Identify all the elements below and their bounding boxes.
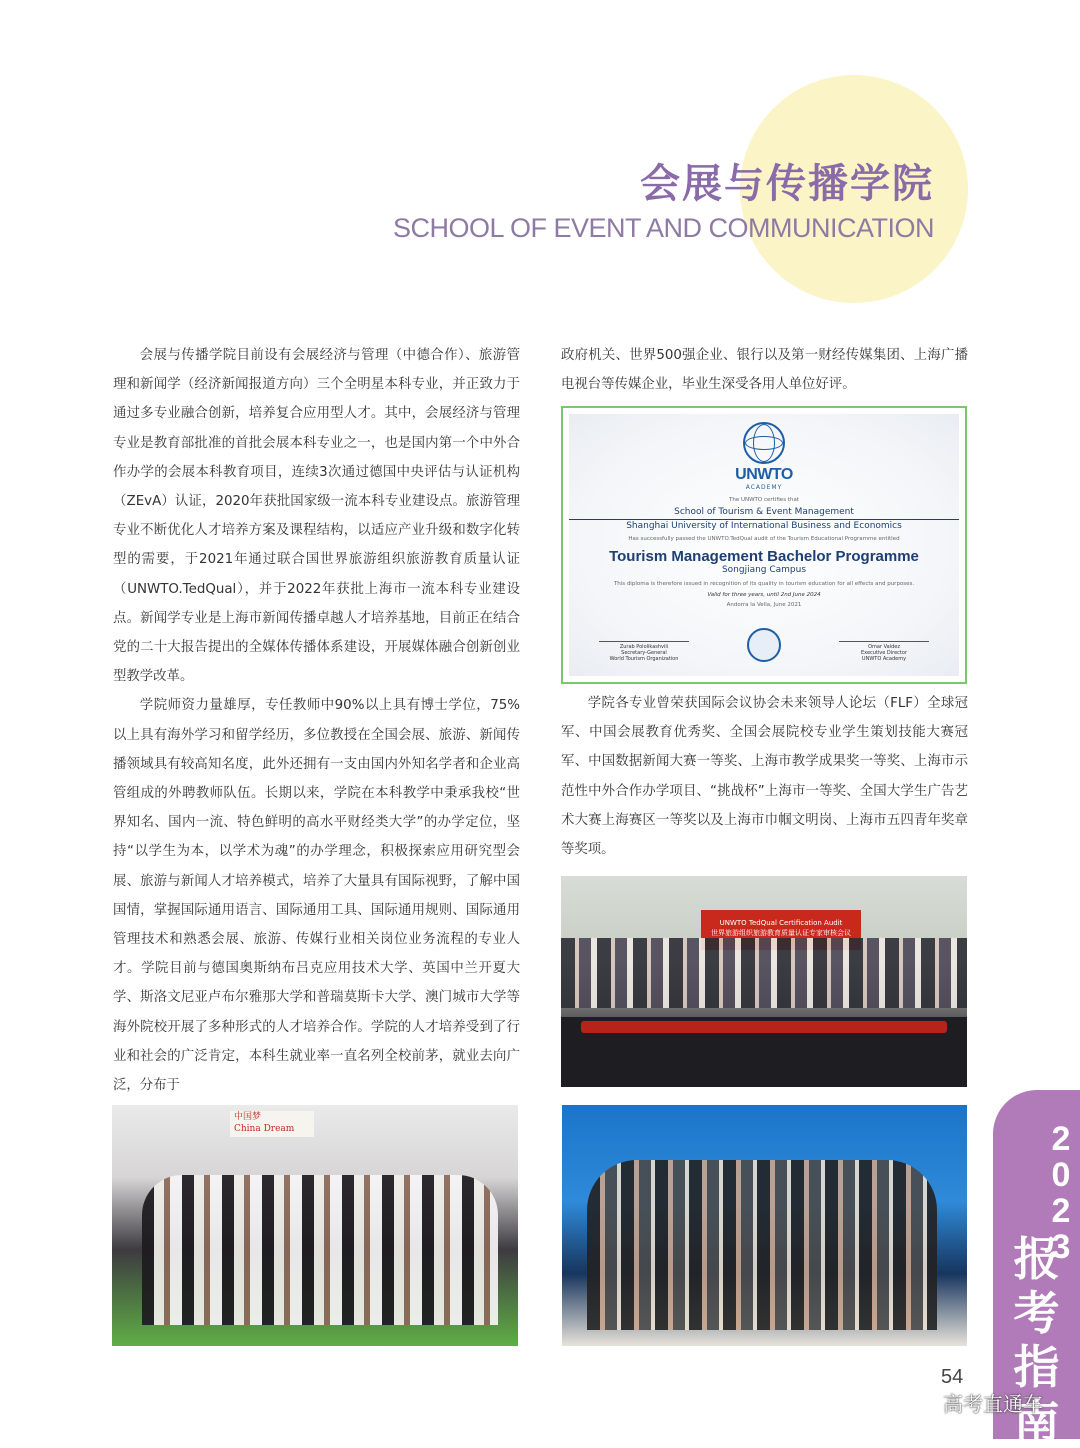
certificate-issued-note: This diploma is therefore issued in recognition of its quality in tourism education for all effects and purposes. xyxy=(613,581,915,587)
certificate-campus: Songjiang Campus xyxy=(721,565,807,575)
signature-left: Zurab Pololikashvili Secretary-General World Tourism Organization xyxy=(599,625,689,662)
page-number: 54 xyxy=(941,1366,964,1388)
signature-right: Omar Valdez Executive Director UNWTO Academy xyxy=(839,625,929,662)
audit-banner: UNWTO TedQual Certification Audit 世界旅游组织旅游教育质量认证专家审核会议 xyxy=(701,910,861,950)
side-tab-guide: 报考指南 xyxy=(1013,1232,1060,1448)
china-dream-sign: 中国梦 China Dream xyxy=(230,1111,314,1137)
certificate-passed: Has successfully passed the UNWTO.TedQual audit of the Tourism Educational Programme entitled xyxy=(628,536,900,542)
left-column-text xyxy=(113,341,520,1100)
certificate-image xyxy=(561,406,967,684)
side-tab-year: 2023 xyxy=(1042,1120,1080,1264)
conference-table xyxy=(561,1017,967,1087)
watermark-text: 高考直通车 xyxy=(943,1392,1043,1416)
tedqual-seal-icon xyxy=(747,628,781,662)
certificate-certifies: The UNWTO certifies that xyxy=(729,497,799,503)
paragraph-awards: 学院各专业曾荣获国际会议协会未来领导人论坛（FLF）全球冠军、中国会展教育优秀奖、全国会展院校专业学生策划技能大赛冠军、中国数据新闻大赛一等奖、上海市教学成果奖一等奖、上海市示范性中外合作办学项目、“挑战杯”上海市一等奖、全国大学生广告艺术大赛上海赛区一等奖以及上海市巾帼文明岗、上海市五四青年奖章等奖项。 xyxy=(561,696,968,858)
side-tab xyxy=(993,1090,1080,1448)
paragraph-faculty: 学院师资力量雄厚，专任教师中90%以上具有博士学位，75%以上具有海外学习和留学经历，多位教授在全国会展、旅游、新闻传播领域具有较高知名度，此外还拥有一支由国内外知名学者和企业高管组成的外聘教师队伍。长期以来，学院在本科教学中秉承我校“世界知名、国内一流、特色鲜明的高水平财经类大学”的办学定位，坚持“以学生为本，以学术为魂”的办学理念，积极探索应用研究型会展、旅游与新闻人才培养模式，培养了大量具有国际视野，了解中国国情，掌握国际通用语言、国际通用工具、国际通用规则、国际通用管理技术和熟悉会展、旅游、传媒行业相关岗位业务流程的专业人才。学院目前与德国奥斯纳布吕克应用技术大学、英国中兰开夏大学、斯洛文尼亚卢布尔雅那大学和普瑞莫斯卡大学、澳门城市大学等海外院校开展了多种形式的人才培养合作。学院的人才培养受到了行业和社会的广泛肯定，本科生就业率一直名列全校前茅，就业去向广泛，分布于 xyxy=(113,698,520,1094)
right-column-continued-text xyxy=(561,341,968,399)
certificate-school-line2: Shanghai University of International Business and Economics xyxy=(626,521,902,531)
right-column-awards-text xyxy=(561,689,968,864)
certificate-school-line1: School of Tourism & Event Management xyxy=(569,506,959,520)
certificate-validity: Valid for three years, until 2nd June 2024 xyxy=(707,592,821,598)
student-group xyxy=(587,1160,937,1330)
expo-group-photo xyxy=(112,1105,518,1346)
globe-icon xyxy=(743,422,785,464)
expo-group xyxy=(142,1175,498,1325)
certificate-brand-sub: ACADEMY xyxy=(745,484,783,491)
student-group-photo xyxy=(562,1105,967,1346)
certificate-place-date: Andorra la Vella, June 2021 xyxy=(726,602,802,608)
paragraph-employment: 政府机关、世界500强企业、银行以及第一财经传媒集团、上海广播电视台等传媒企业，毕业生深受各用人单位好评。 xyxy=(561,348,968,393)
audit-meeting-photo xyxy=(561,876,967,1087)
audit-group xyxy=(561,938,967,1008)
page-title: 会展与传播学院 xyxy=(640,161,934,207)
certificate-brand: UNWTO xyxy=(735,466,793,483)
paragraph-intro: 会展与传播学院目前设有会展经济与管理（中德合作）、旅游管理和新闻学（经济新闻报道方向）三个全明星本科专业，并正致力于通过多专业融合创新，培养复合应用型人才。其中，会展经济与管理专业是教育部批准的首批会展本科专业之一，也是国内第一个中外合作办学的会展本科教育项目，连续3次通过德国中央评估与认证机构（ZEvA）认证，2020年获批国家级一流本科专业建设点。旅游管理专业不断优化人才培养方案及课程结构，以适应产业升级和数字化转型的需要，于2021年通过联合国世界旅游组织旅游教育质量认证（UNWTO.TedQual），并于2022年获批上海市一流本科专业建设点。新闻学专业是上海市新闻传播卓越人才培养基地，目前正在结合党的二十大报告提出的全媒体传播体系建设，开展媒体融合创新创业型教学改革。 xyxy=(113,348,520,685)
page-subtitle: SCHOOL OF EVENT AND COMMUNICATION xyxy=(392,213,934,243)
certificate-programme: Tourism Management Bachelor Programme xyxy=(609,548,919,565)
